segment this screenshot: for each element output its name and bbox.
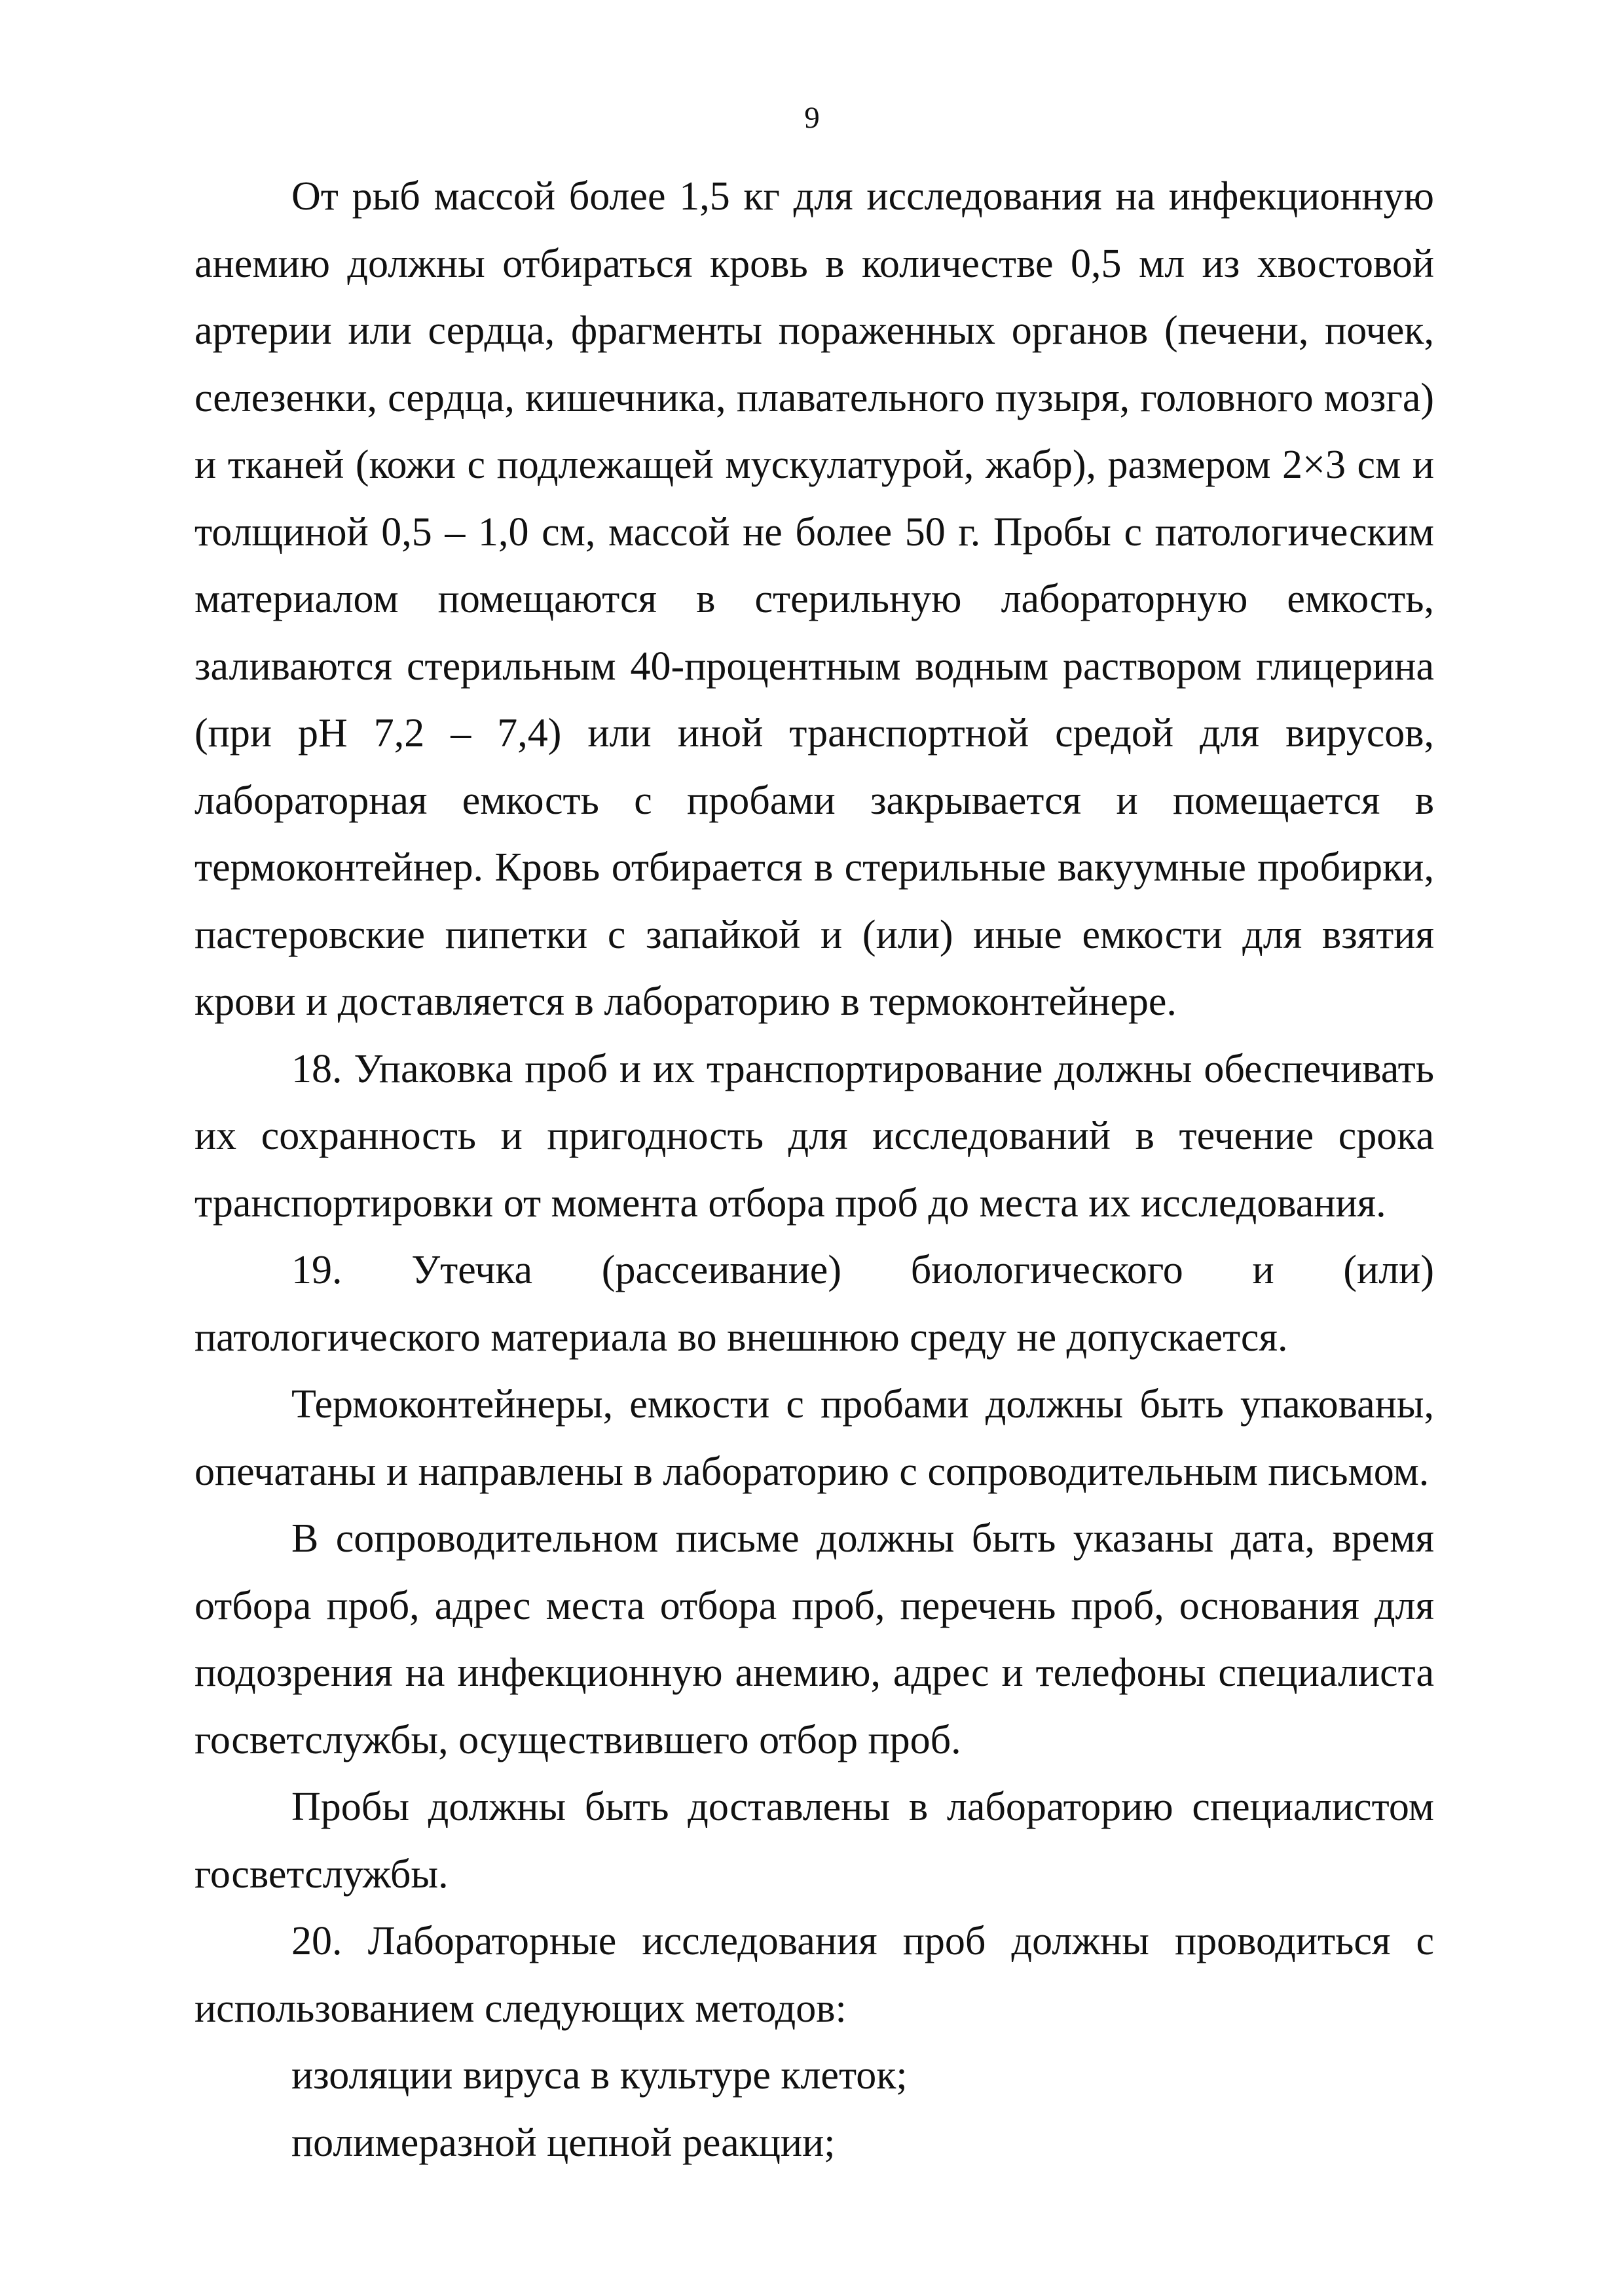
paragraph-cover-letter: В сопроводительном письме должны быть указаны дата, время отбора проб, адрес места отбора проб, перечень проб, основания для подозрения на инфекционную анемию, адрес и телефоны специалиста госветслужбы, осуществившего отбор проб. <box>194 1516 1434 1762</box>
method-list-item: изоляции вируса в культуре клеток; <box>291 2053 908 2098</box>
paragraph-20-methods: 20. Лабораторные исследования проб должны проводиться с использованием следующих методов: <box>194 1919 1434 2031</box>
document-body <box>194 163 1434 2176</box>
paragraph-18-packaging: 18. Упаковка проб и их транспортирование должны обеспечивать их сохранность и пригодность для исследований в течение срока транспортировки от момента отбора проб до места их исследования. <box>194 1046 1434 1226</box>
paragraph-thermocontainers: Термоконтейнеры, емкости с пробами должны быть упакованы, опечатаны и направлены в лабораторию с сопроводительным письмом. <box>194 1382 1434 1494</box>
page-number: 9 <box>804 101 820 135</box>
paragraph-delivery: Пробы должны быть доставлены в лабораторию специалистом госветслужбы. <box>194 1785 1434 1897</box>
paragraph-sampling-fish: От рыб массой более 1,5 кг для исследования на инфекционную анемию должны отбираться кровь в количестве 0,5 мл из хвостовой артерии или сердца, фрагменты пораженных органов (печени, почек, селезенки, сердца, кишечника, плавательного пузыря, головного мозга) и тканей (кожи с подлежащей мускулатурой, жабр), размером 2×3 см и толщиной 0,5 – 1,0 см, массой не более 50 г. Пробы с патологическим материалом помещаются в стерильную лабораторную емкость, заливаются стерильным 40-процентным водным раствором глицерина (при pH 7,2 – 7,4) или иной транспортной средой для вирусов, лабораторная емкость с пробами закрывается и помещается в термоконтейнер. Кровь отбирается в стерильные вакуумные пробирки, пастеровские пипетки с запайкой и (или) иные емкости для взятия крови и доставляется в лабораторию в термоконтейнере. <box>194 174 1434 1024</box>
method-list-item: полимеразной цепной реакции; <box>291 2120 836 2165</box>
paragraph-19-leakage: 19. Утечка (рассеивание) биологического и (или) патологического материала во внешнюю среду не допускается. <box>194 1248 1434 1360</box>
